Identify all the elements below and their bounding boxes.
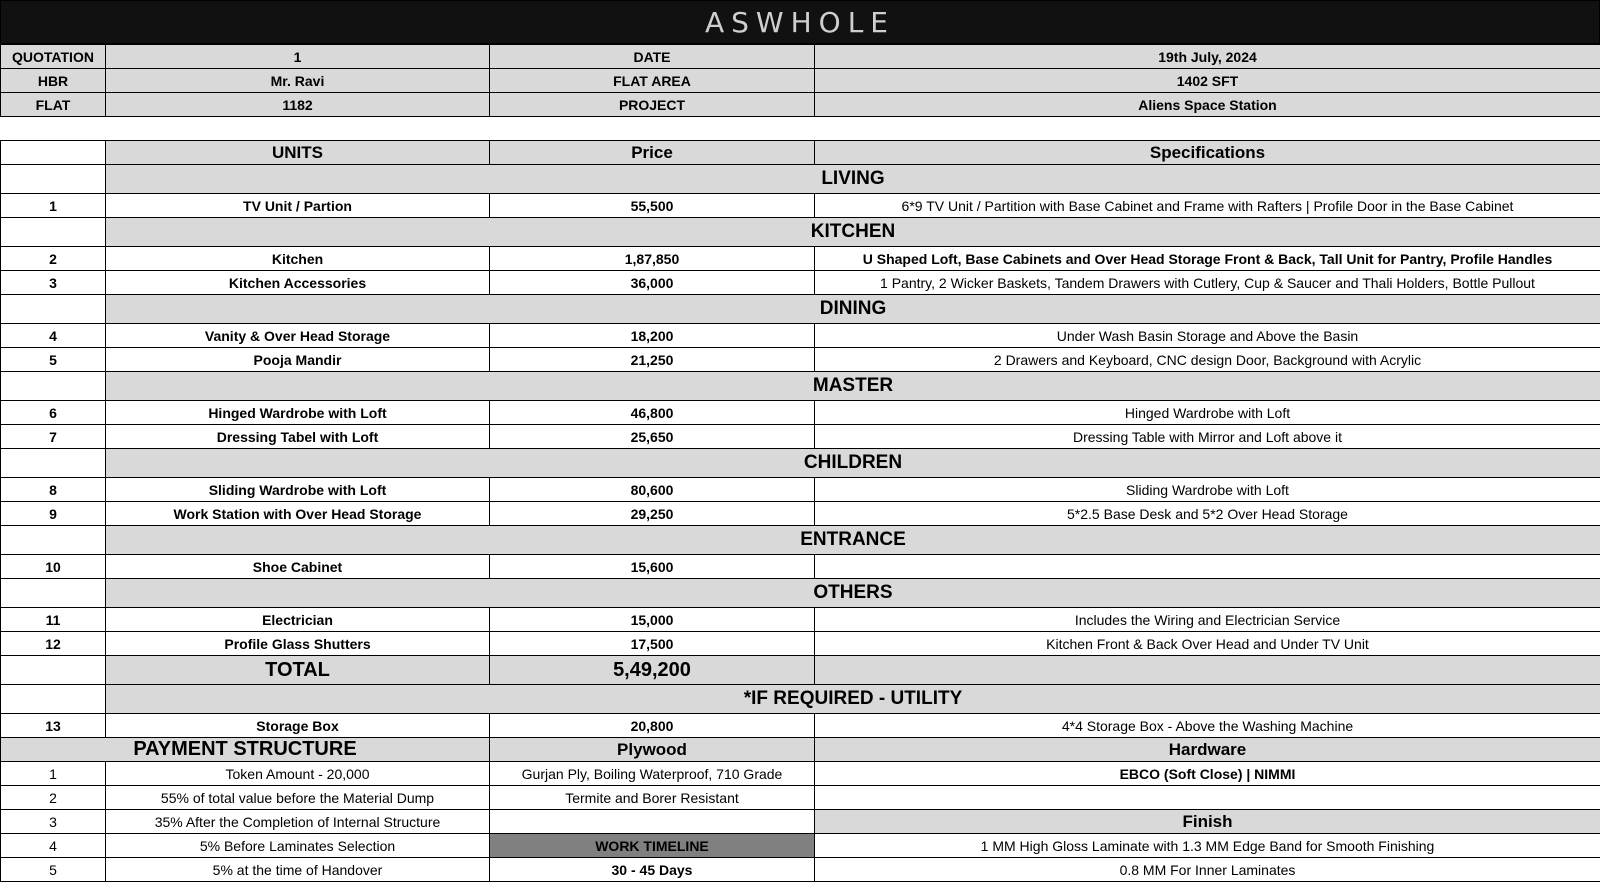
payment-step-no: 1	[1, 762, 106, 786]
plywood-spec-empty	[490, 810, 815, 834]
unit-name: Pooja Mandir	[106, 348, 490, 372]
unit-specification: Hinged Wardrobe with Loft	[815, 401, 1600, 425]
unit-name: Vanity & Over Head Storage	[106, 324, 490, 348]
unit-name: Shoe Cabinet	[106, 555, 490, 579]
spacer-row	[1, 117, 1600, 141]
plywood-spec: Gurjan Ply, Boiling Waterproof, 710 Grade	[490, 762, 815, 786]
section-spacer-cell	[1, 579, 106, 608]
sections-body	[1, 165, 1600, 656]
payment-structure-title: PAYMENT STRUCTURE	[1, 738, 490, 762]
unit-name: Dressing Tabel with Loft	[106, 425, 490, 449]
hardware-label: Hardware	[815, 738, 1600, 762]
unit-name: Profile Glass Shutters	[106, 632, 490, 656]
row-number: 7	[1, 425, 106, 449]
unit-price: 20,800	[490, 714, 815, 738]
unit-price: 18,200	[490, 324, 815, 348]
row-number: 6	[1, 401, 106, 425]
unit-specification: 5*2.5 Base Desk and 5*2 Over Head Storage	[815, 502, 1600, 526]
unit-price: 17,500	[490, 632, 815, 656]
row-number: 10	[1, 555, 106, 579]
section-spacer-cell	[1, 372, 106, 401]
row-number: 1	[1, 194, 106, 218]
unit-specification: 6*9 TV Unit / Partition with Base Cabinet and Frame with Rafters | Profile Door in the Base Cabinet	[815, 194, 1600, 218]
unit-specification: 4*4 Storage Box - Above the Washing Machine	[815, 714, 1600, 738]
unit-price: 15,000	[490, 608, 815, 632]
unit-name: Sliding Wardrobe with Loft	[106, 478, 490, 502]
row-number: 5	[1, 348, 106, 372]
project-label: PROJECT	[490, 93, 815, 117]
section-title: CHILDREN	[106, 449, 1600, 478]
unit-price: 36,000	[490, 271, 815, 295]
unit-name: Work Station with Over Head Storage	[106, 502, 490, 526]
quotation-table	[0, 44, 1600, 882]
section-spacer-cell	[1, 165, 106, 194]
utility-no-cell	[1, 685, 106, 714]
hardware-spec: EBCO (Soft Close) | NIMMI	[815, 762, 1600, 786]
date-label: DATE	[490, 45, 815, 69]
unit-price: 21,250	[490, 348, 815, 372]
hardware-spec-empty	[815, 786, 1600, 810]
payment-step-no: 3	[1, 810, 106, 834]
unit-name: Hinged Wardrobe with Loft	[106, 401, 490, 425]
column-header-no	[1, 141, 106, 165]
column-header-specifications: Specifications	[815, 141, 1600, 165]
payment-step-text: 35% After the Completion of Internal Structure	[106, 810, 490, 834]
unit-specification: Kitchen Front & Back Over Head and Under TV Unit	[815, 632, 1600, 656]
total-spec-cell	[815, 656, 1600, 685]
unit-price: 1,87,850	[490, 247, 815, 271]
unit-specification: Includes the Wiring and Electrician Service	[815, 608, 1600, 632]
row-number: 8	[1, 478, 106, 502]
flat-area-value: 1402 SFT	[815, 69, 1600, 93]
row-number: 3	[1, 271, 106, 295]
work-timeline-label: WORK TIMELINE	[490, 834, 815, 858]
total-label: TOTAL	[106, 656, 490, 685]
unit-price: 29,250	[490, 502, 815, 526]
section-title: LIVING	[106, 165, 1600, 194]
section-title: OTHERS	[106, 579, 1600, 608]
row-number: 13	[1, 714, 106, 738]
hbr-value: Mr. Ravi	[106, 69, 490, 93]
payment-step-no: 4	[1, 834, 106, 858]
unit-price: 80,600	[490, 478, 815, 502]
unit-price: 55,500	[490, 194, 815, 218]
quotation-value: 1	[106, 45, 490, 69]
unit-price: 46,800	[490, 401, 815, 425]
quotation-label: QUOTATION	[1, 45, 106, 69]
section-title: KITCHEN	[106, 218, 1600, 247]
section-title: DINING	[106, 295, 1600, 324]
row-number: 12	[1, 632, 106, 656]
section-spacer-cell	[1, 295, 106, 324]
column-header-units: UNITS	[106, 141, 490, 165]
unit-specification: Sliding Wardrobe with Loft	[815, 478, 1600, 502]
column-header-price: Price	[490, 141, 815, 165]
flat-value: 1182	[106, 93, 490, 117]
payment-step-no: 2	[1, 786, 106, 810]
unit-name: Kitchen	[106, 247, 490, 271]
payment-step-text: 55% of total value before the Material Dump	[106, 786, 490, 810]
flat-label: FLAT	[1, 93, 106, 117]
date-value: 19th July, 2024	[815, 45, 1600, 69]
unit-specification: 1 Pantry, 2 Wicker Baskets, Tandem Drawers with Cutlery, Cup & Saucer and Thali Holders, Bottle Pullout	[815, 271, 1600, 295]
payment-step-no: 5	[1, 858, 106, 882]
unit-name: Storage Box	[106, 714, 490, 738]
unit-specification: 2 Drawers and Keyboard, CNC design Door, Background with Acrylic	[815, 348, 1600, 372]
payment-step-text: 5% Before Laminates Selection	[106, 834, 490, 858]
utility-section-title: *IF REQUIRED - UTILITY	[106, 685, 1600, 714]
work-timeline-value: 30 - 45 Days	[490, 858, 815, 882]
finish-spec: 0.8 MM For Inner Laminates	[815, 858, 1600, 882]
unit-name: Electrician	[106, 608, 490, 632]
total-no-cell	[1, 656, 106, 685]
unit-name: Kitchen Accessories	[106, 271, 490, 295]
finish-spec: 1 MM High Gloss Laminate with 1.3 MM Edge Band for Smooth Finishing	[815, 834, 1600, 858]
unit-specification: Dressing Table with Mirror and Loft above it	[815, 425, 1600, 449]
payment-step-text: Token Amount - 20,000	[106, 762, 490, 786]
unit-price: 15,600	[490, 555, 815, 579]
row-number: 4	[1, 324, 106, 348]
finish-label: Finish	[815, 810, 1600, 834]
section-title: ENTRANCE	[106, 526, 1600, 555]
flat-area-label: FLAT AREA	[490, 69, 815, 93]
unit-specification: U Shaped Loft, Base Cabinets and Over Head Storage Front & Back, Tall Unit for Pantry, Profile Handles	[815, 247, 1600, 271]
total-value: 5,49,200	[490, 656, 815, 685]
plywood-spec: Termite and Borer Resistant	[490, 786, 815, 810]
unit-specification	[815, 555, 1600, 579]
row-number: 2	[1, 247, 106, 271]
brand-title: ASWHOLE	[0, 0, 1600, 44]
project-value: Aliens Space Station	[815, 93, 1600, 117]
unit-name: TV Unit / Partion	[106, 194, 490, 218]
section-spacer-cell	[1, 449, 106, 478]
unit-price: 25,650	[490, 425, 815, 449]
unit-specification: Under Wash Basin Storage and Above the Basin	[815, 324, 1600, 348]
section-spacer-cell	[1, 526, 106, 555]
section-spacer-cell	[1, 218, 106, 247]
row-number: 11	[1, 608, 106, 632]
row-number: 9	[1, 502, 106, 526]
hbr-label: HBR	[1, 69, 106, 93]
plywood-label: Plywood	[490, 738, 815, 762]
section-title: MASTER	[106, 372, 1600, 401]
payment-step-text: 5% at the time of Handover	[106, 858, 490, 882]
